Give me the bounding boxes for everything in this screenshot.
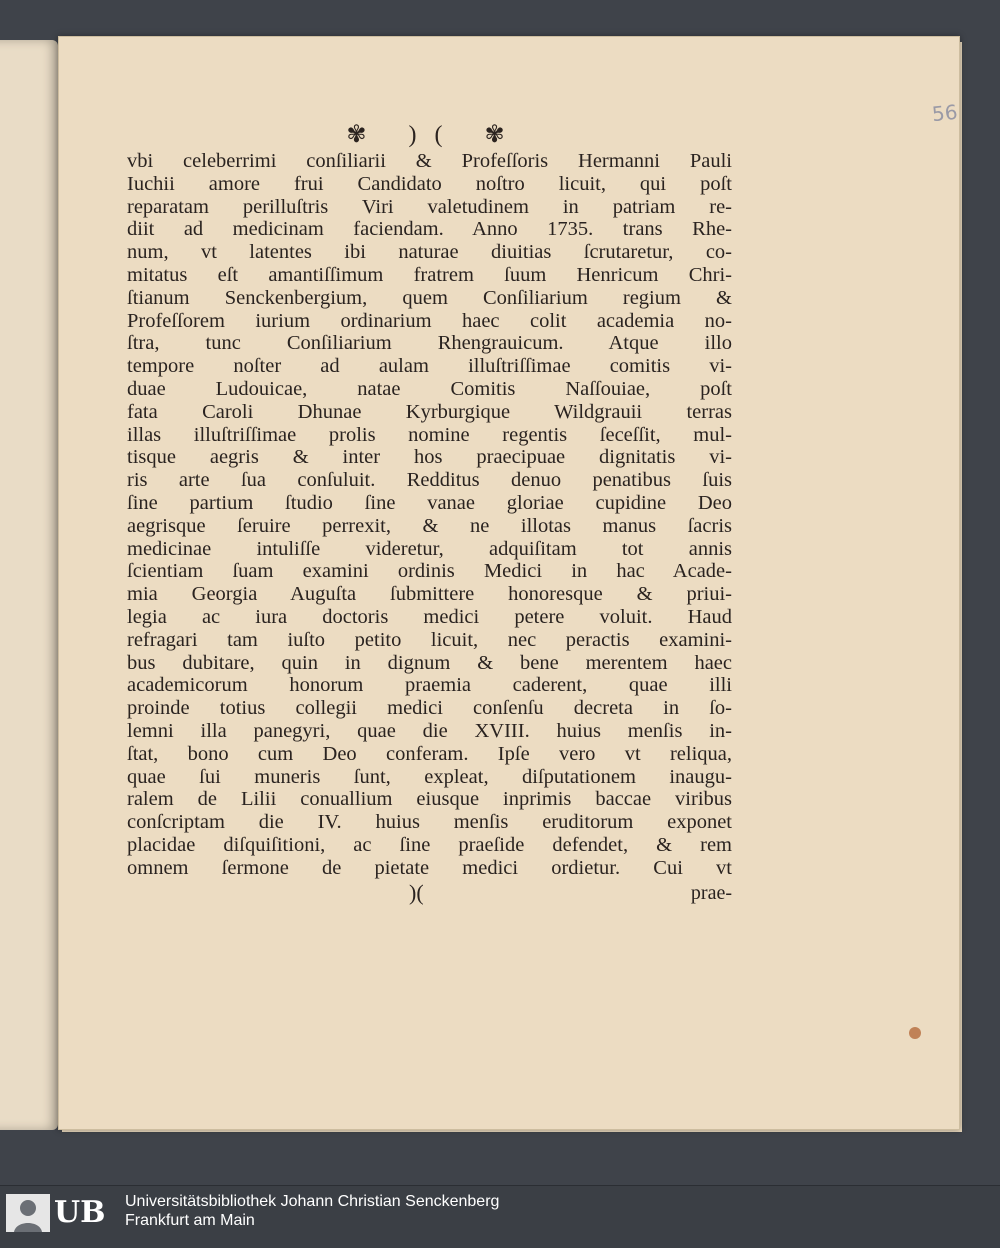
library-name: Universitätsbibliothek Johann Christian Senckenberg [125, 1193, 500, 1210]
paper-stain [909, 1027, 921, 1039]
page-foot [127, 879, 732, 910]
library-footer [0, 1185, 1000, 1237]
text-line: fata Caroli Dhunae Kyrburgique Wildgrauii terras [127, 400, 732, 423]
text-line: illas illuſtriſſimae prolis nomine regentis ſeceſſit, mul- [127, 423, 732, 446]
catchword: prae- [690, 881, 732, 904]
text-line: legia ac iura doctoris medici petere voluit. Haud [127, 605, 732, 628]
text-line: duae Ludouicae, natae Comitis Naſſouiae, poſt [127, 377, 732, 400]
text-line: ſtianum Senckenbergium, quem Conſiliarium regium & [127, 286, 732, 309]
library-logo[interactable] [6, 1194, 116, 1232]
signature-mark: )( [409, 879, 424, 905]
text-line: conſcriptam die IV. huius menſis eruditorum exponet [127, 811, 732, 834]
text-line: quae ſui muneris ſunt, expleat, diſputationem inaugu- [127, 765, 732, 788]
facing-page-edge [0, 40, 58, 1130]
text-line: ris arte ſua conſuluit. Redditus denuo penatibus ſuis [127, 469, 732, 492]
text-lines [127, 150, 732, 880]
text-line: diit ad medicinam faciendam. Anno 1735. trans Rhe- [127, 218, 732, 241]
text-line: ſtat, bono cum Deo conferam. Ipſe vero vt reliqua, [127, 742, 732, 765]
logo-text: UB [54, 1195, 106, 1230]
text-line: refragari tam iuſto petito licuit, nec peractis examini- [127, 628, 732, 651]
text-line: placidae diſquiſitioni, ac ſine praeſide defendet, & rem [127, 833, 732, 856]
text-line: ralem de Lilii conuallium eiusque inprimis baccae viribus [127, 788, 732, 811]
text-line: tempore noſter ad aulam illuſtriſſimae comitis vi- [127, 355, 732, 378]
text-line: academicorum honorum praemia caderent, quae illi [127, 674, 732, 697]
text-line: mia Georgia Auguſta ſubmittere honoresque & priui- [127, 583, 732, 606]
text-line: lemni illa panegyri, quae die XVIII. huius menſis in- [127, 719, 732, 742]
text-line: ſine partium ſtudio ſine vanae gloriae cupidine Deo [127, 491, 732, 514]
folio-number: 56 [930, 99, 959, 127]
text-line: Profeſſorem iurium ordinarium haec colit academia no- [127, 309, 732, 332]
text-line: ſtra, tunc Conſiliarium Rhengrauicum. Atque illo [127, 332, 732, 355]
text-line: reparatam perilluſtris Viri valetudinem in patriam re- [127, 195, 732, 218]
text-line: omnem ſermone de pietate medici ordietur. Cui vt [127, 856, 732, 879]
text-line: ſcientiam ſuam examini ordinis Medici in hac Acade- [127, 560, 732, 583]
text-line: aegrisque ſeruire perrexit, & ne illotas manus ſacris [127, 514, 732, 537]
text-line: bus dubitare, quin in dignum & bene merentem haec [127, 651, 732, 674]
body-text [127, 120, 732, 910]
text-line: proinde totius collegii medici conſenſu decreta in ſo- [127, 697, 732, 720]
text-line: num, vt latentes ibi naturae diuitias ſcrutaretur, co- [127, 241, 732, 264]
text-line: Iuchii amore frui Candidato noſtro licuit, qui poſt [127, 172, 732, 195]
text-line: mitatus eſt amantiſſimum fratrem ſuum Henricum Chri- [127, 263, 732, 286]
header-ornament: ✾ )( ✾ [346, 122, 523, 148]
text-line: medicinae intuliſſe videretur, adquiſitam tot annis [127, 537, 732, 560]
text-line: tisque aegris & inter hos praecipuae dignitatis vi- [127, 446, 732, 469]
text-line: vbi celeberrimi conſiliarii & Profeſſoris Hermanni Pauli [127, 150, 732, 172]
library-location: Frankfurt am Main [125, 1212, 255, 1229]
portrait-emblem-icon [6, 1194, 50, 1232]
